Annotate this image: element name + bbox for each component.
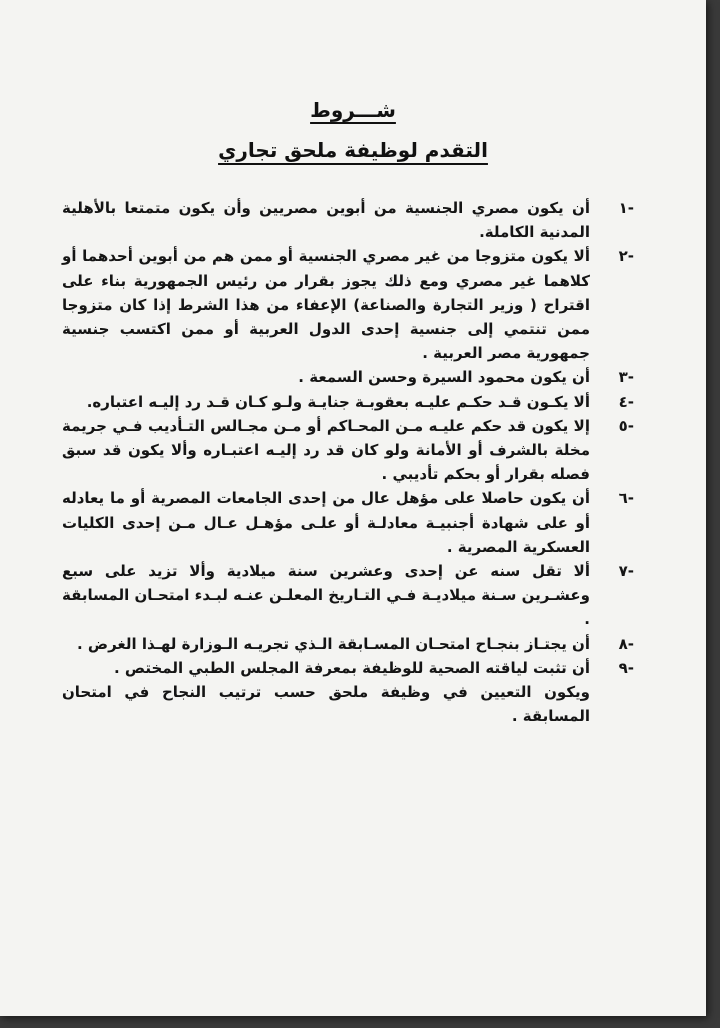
condition-number: -٨ (618, 634, 634, 653)
condition-number: -٩ (618, 658, 634, 677)
condition-text: أن يكون محمود السيرة وحسن السمعة . (298, 368, 590, 387)
condition-text: ألا يكون متزوجا من غير مصري الجنسية أو ممن هم من أبوين أحدهما أو كلاهما غير مصري ومع ذلك يجوز بقرار من رئيس الجمهورية بناء على اقتراح ( وزير التجارة والصناعة) الإعفاء من هذا الشرط إذا كان متزوجا ممن تنتمي إلى جنسية إحدى الدول العربية أو ممن اكتسب جنسية جمهورية مصر العربية . (62, 247, 590, 363)
condition-number: -٢ (618, 247, 634, 266)
condition-item (62, 244, 634, 365)
condition-number: -٧ (618, 562, 634, 581)
condition-text: أن يكون حاصلا على مؤهل عال من إحدى الجامعات المصرية أو ما يعادله أو على شهادة أجنبيـة معادلـة أو علـى مؤهـل عـال مـن إحدى الكليات العسكرية المصرية . (62, 489, 590, 556)
condition-item (62, 414, 634, 487)
condition-number: -٤ (618, 392, 634, 411)
condition-item (62, 559, 634, 632)
condition-text: أن تثبت لياقته الصحية للوظيفة بمعرفة المجلس الطبي المختص . (113, 658, 590, 677)
condition-item (62, 390, 634, 414)
condition-item (62, 365, 634, 389)
condition-text: أن يجتـاز بنجـاح امتحـان المسـابقة الـذي تجريـه الـوزارة لهـذا الغرض . (77, 634, 590, 653)
conditions-list (62, 196, 634, 728)
condition-number: -٦ (618, 489, 634, 508)
condition-item (62, 632, 634, 656)
document-subtitle: التقدم لوظيفة ملحق تجاري (218, 138, 488, 162)
title-block (0, 92, 706, 168)
condition-text: أن يكون مصري الجنسية من أبوين مصريين وأن يكون متمتعا بالأهلية المدنية الكاملة. (62, 199, 590, 242)
closing-paragraph: ويكون التعيين في وظيفة ملحق حسب ترتيب النجاح في امتحان المسابقة . (62, 683, 590, 726)
condition-text: ألا يكـون قـد حكـم عليـه بعقوبـة جنايـة ولـو كـان قـد رد إليـه اعتباره. (86, 392, 590, 411)
condition-text: ألا تقل سنه عن إحدى وعشرين سنة ميلادية وألا تزيد على سبع وعشـرين سـنة ميلاديـة فـي التـاريخ المعلـن عنـه لبـدء امتحـان المسابقة . (62, 562, 590, 629)
condition-number: -١ (618, 199, 634, 217)
condition-item (62, 656, 634, 680)
condition-item (62, 196, 634, 244)
condition-item (62, 486, 634, 559)
condition-number: -٣ (618, 368, 634, 387)
condition-number: -٥ (618, 416, 634, 435)
condition-text: إلا يكون قد حكم عليـه مـن المحـاكم أو مـن مجـالس التـأديب فـي جريمة مخلة بالشرف أو الأمانة ولو كان قد رد إليـه اعتبـاره وألا يكون قد سبق فصله بقرار أو بحكم تأديبي . (62, 416, 590, 484)
document-title: شـــروط (310, 98, 396, 122)
